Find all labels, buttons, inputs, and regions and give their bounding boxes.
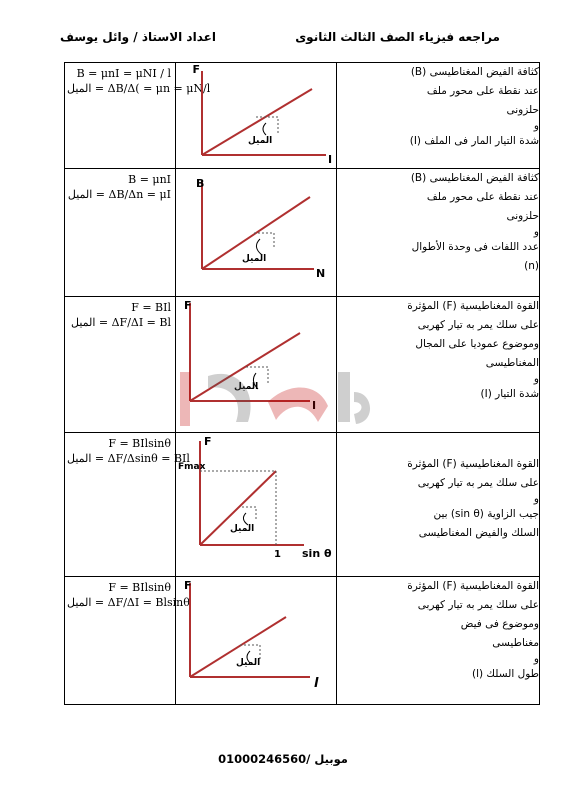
author-line: اعداد الاستاذ / وائل يوسف — [60, 30, 216, 44]
desc-line: المغناطيسى — [485, 357, 539, 369]
desc-line: على سلك يمر به تيار كهربى — [417, 319, 539, 331]
table-row — [65, 433, 540, 577]
formula-cell — [65, 169, 176, 297]
table-row — [65, 297, 540, 433]
y-axis-label: F — [184, 299, 192, 312]
relations-table — [64, 62, 540, 705]
description-cell — [337, 169, 540, 297]
desc-line: القوة المغناطيسية (F) المؤثرة — [407, 580, 539, 592]
description-cell — [337, 63, 540, 169]
graph-cell — [176, 297, 337, 433]
formula: B = μnI — [128, 173, 171, 186]
desc-line: حلزونى — [506, 210, 539, 222]
desc-line: القوة المغناطيسية (F) المؤثرة — [407, 458, 539, 470]
formula-cell — [65, 63, 211, 169]
description-cell — [337, 433, 540, 577]
formula-cell — [65, 577, 190, 705]
desc-line: و — [533, 653, 539, 665]
formula-cell — [65, 433, 190, 577]
slope-formula: المیل = ΔB/Δn = μI — [67, 188, 171, 201]
slope-formula: المیل = ΔB/Δ( = μn = μN/l — [67, 82, 211, 95]
contact-footer: موبيل /01000246560 — [218, 752, 348, 766]
x-axis-label: I — [312, 399, 317, 412]
slope-formula: المیل = ΔF/ΔI = Bl — [70, 316, 171, 329]
desc-line: القوة المغناطيسية (F) المؤثرة — [407, 300, 539, 312]
desc-line: (n) — [524, 260, 539, 272]
page-header — [60, 30, 500, 50]
description-cell — [337, 577, 540, 705]
desc-line: كثافة الفيض المغناطيسى (B) — [410, 66, 539, 78]
formula: F = BIl — [131, 301, 171, 314]
desc-line: السلك والفيض المغناطيسى — [418, 527, 539, 539]
y-axis-label: F — [192, 63, 200, 76]
desc-line: و — [533, 120, 539, 132]
graph — [176, 169, 336, 295]
slope-label: الميل — [236, 658, 261, 668]
graph-cell — [176, 63, 337, 169]
slope-label: الميل — [242, 254, 267, 264]
x-axis-label: sin θ — [302, 547, 332, 560]
table-row — [65, 63, 540, 169]
page-title: مراجعه فيزياء الصف الثالث الثانوى — [295, 30, 500, 44]
table-row — [65, 169, 540, 297]
graph — [176, 433, 336, 575]
slope-label: الميل — [234, 382, 259, 392]
formula-cell — [65, 297, 176, 433]
desc-line: وموضوع عموديا على المجال — [415, 338, 539, 350]
desc-line: حلزونى — [506, 104, 539, 116]
desc-line: و — [533, 226, 539, 238]
y-axis-label: F — [204, 435, 212, 448]
formula: B = μnI = μNI / l — [76, 67, 171, 80]
description-cell — [337, 297, 540, 433]
desc-line: شدة التيار (I) — [480, 388, 539, 400]
desc-line: عند نقطة على محور ملف — [426, 191, 539, 203]
fmax-label: Fmax — [178, 462, 206, 472]
desc-line: مغناطيسى — [492, 637, 539, 649]
graph — [176, 297, 336, 431]
desc-line: على سلك يمر به تيار كهربى — [417, 599, 539, 611]
graph — [176, 577, 336, 703]
formula: F = BIlsinθ — [108, 581, 171, 594]
graph-cell — [176, 577, 337, 705]
desc-line: وموضوع فى فيض — [460, 618, 539, 630]
slope-label: الميل — [230, 524, 255, 534]
graph — [176, 63, 336, 167]
desc-line: شدة التيار المار فى الملف (I) — [409, 135, 539, 147]
desc-line: و — [533, 493, 539, 505]
desc-line: على سلك يمر به تيار كهربى — [417, 477, 539, 489]
desc-line: طول السلك (l) — [471, 668, 539, 680]
graph-cell — [176, 433, 337, 577]
desc-line: كثافة الفيض المغناطيسى (B) — [410, 172, 539, 184]
x-axis-label: I — [328, 153, 333, 166]
desc-line: و — [533, 373, 539, 385]
x-axis-label: l — [314, 676, 319, 691]
formula: F = BIlsinθ — [108, 437, 171, 450]
slope-formula: المیل = ΔF/ΔI = Blsinθ — [67, 596, 190, 609]
table-row — [65, 577, 540, 705]
graph-cell — [176, 169, 337, 297]
y-axis-label: B — [196, 177, 205, 190]
y-axis-label: F — [184, 579, 192, 592]
x-marker-label: 1 — [274, 549, 281, 560]
desc-line: عدد اللفات فى وحدة الأطوال — [411, 241, 539, 253]
x-axis-label: N — [316, 267, 326, 280]
desc-line: جيب الزاوية (sin θ) بين — [433, 508, 539, 520]
desc-line: عند نقطة على محور ملف — [426, 85, 539, 97]
slope-label: الميل — [248, 136, 273, 146]
slope-formula: المیل = ΔF/Δsinθ = BIl — [67, 452, 190, 465]
